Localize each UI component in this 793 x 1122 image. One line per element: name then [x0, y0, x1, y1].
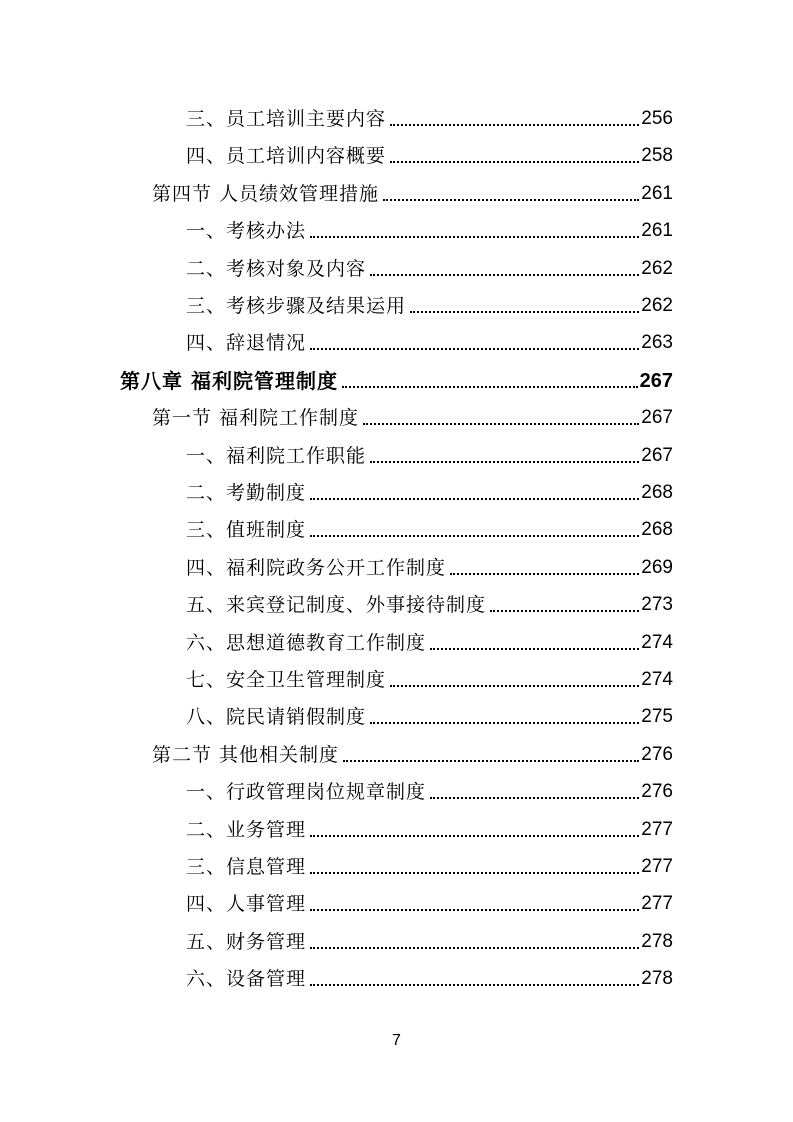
toc-entry-page: 267 — [639, 369, 673, 392]
toc-entry-page: 262 — [641, 257, 673, 279]
toc-item-entry[interactable] — [186, 586, 673, 616]
toc-entry-page: 268 — [641, 519, 673, 541]
toc-entry-label: 一、福利院工作职能 — [186, 444, 367, 467]
toc-item-entry[interactable] — [186, 661, 673, 691]
toc-entry-label: 五、来宾登记制度、外事接待制度 — [186, 594, 487, 617]
toc-section-entry[interactable] — [152, 175, 673, 205]
page-number: 7 — [392, 1032, 401, 1049]
toc-entry-page: 277 — [641, 818, 673, 840]
toc-dot-leader — [450, 573, 639, 575]
toc-item-entry[interactable] — [186, 511, 673, 541]
toc-item-entry[interactable] — [186, 848, 673, 878]
toc-entry-label: 第一节 福利院工作制度 — [152, 407, 360, 430]
toc-item-entry[interactable] — [186, 324, 673, 354]
toc-item-entry[interactable] — [186, 100, 673, 130]
toc-dot-leader — [310, 835, 639, 837]
toc-entry-label: 六、思想道德教育工作制度 — [186, 631, 427, 654]
toc-entry-label: 四、人事管理 — [186, 893, 307, 916]
toc-item-entry[interactable] — [186, 773, 673, 803]
toc-entry-label: 六、设备管理 — [186, 968, 307, 991]
toc-item-entry[interactable] — [186, 137, 673, 167]
toc-entry-page: 277 — [641, 893, 673, 915]
toc-entry-page: 261 — [641, 182, 673, 204]
toc-entry-label: 第二节 其他相关制度 — [152, 743, 340, 766]
toc-entry-label: 二、考勤制度 — [186, 482, 307, 504]
toc-item-entry[interactable] — [186, 624, 673, 654]
toc-item-entry[interactable] — [186, 474, 673, 504]
toc-entry-page: 263 — [641, 332, 673, 354]
toc-dot-leader — [310, 236, 639, 238]
toc-item-entry[interactable] — [186, 885, 673, 915]
toc-dot-leader — [370, 722, 639, 724]
toc-entry-page: 278 — [641, 968, 673, 990]
toc-dot-leader — [430, 648, 639, 650]
toc-dot-leader — [490, 610, 639, 612]
toc-entry-page: 267 — [641, 444, 673, 466]
toc-dot-leader — [310, 984, 639, 986]
toc-entry-page: 269 — [641, 556, 673, 578]
toc-section-entry[interactable] — [152, 399, 673, 429]
toc-dot-leader — [370, 274, 639, 276]
toc-dot-leader — [383, 199, 639, 201]
toc-item-entry[interactable] — [186, 698, 673, 728]
toc-entry-label: 二、考核对象及内容 — [186, 257, 367, 280]
toc-dot-leader — [310, 872, 639, 874]
toc-entry-label: 第八章 福利院管理制度 — [120, 368, 338, 393]
toc-entry-label: 五、财务管理 — [186, 930, 307, 953]
toc-dot-leader — [342, 386, 638, 388]
toc-entry-label: 三、信息管理 — [186, 856, 307, 878]
toc-dot-leader — [310, 535, 639, 537]
toc-chapter-entry[interactable] — [120, 362, 673, 392]
toc-entry-label: 八、院民请销假制度 — [186, 706, 367, 729]
toc-item-entry[interactable] — [186, 960, 673, 990]
toc-entry-page: 278 — [641, 930, 673, 952]
toc-entry-label: 四、员工培训内容概要 — [186, 145, 387, 168]
toc-item-entry[interactable] — [186, 437, 673, 467]
toc-item-entry[interactable] — [186, 549, 673, 579]
toc-item-entry[interactable] — [186, 212, 673, 242]
toc-entry-page: 273 — [641, 594, 673, 616]
toc-item-entry[interactable] — [186, 250, 673, 280]
toc-entry-label: 四、辞退情况 — [186, 332, 307, 355]
toc-entry-label: 七、安全卫生管理制度 — [186, 669, 387, 691]
toc-entry-label: 三、考核步骤及结果运用 — [186, 295, 407, 317]
toc-dot-leader — [390, 161, 639, 163]
toc-entry-page: 258 — [641, 145, 673, 167]
toc-dot-leader — [430, 797, 639, 799]
toc-dot-leader — [343, 760, 639, 762]
toc-dot-leader — [410, 311, 639, 313]
toc-entry-label: 二、业务管理 — [186, 818, 307, 841]
toc-entry-label: 三、员工培训主要内容 — [186, 108, 387, 130]
toc-dot-leader — [310, 947, 639, 949]
toc-entry-label: 一、考核办法 — [186, 220, 307, 243]
toc-dot-leader — [370, 461, 639, 463]
toc-entry-label: 三、值班制度 — [186, 519, 307, 542]
toc-entry-page: 256 — [641, 108, 673, 129]
toc-section-entry[interactable] — [152, 736, 673, 766]
toc-entry-page: 261 — [641, 220, 673, 242]
toc-dot-leader — [390, 124, 639, 126]
toc-entry-label: 第四节 人员绩效管理措施 — [152, 182, 380, 205]
toc-dot-leader — [363, 423, 639, 425]
toc-entry-page: 274 — [641, 631, 673, 653]
toc-item-entry[interactable] — [186, 811, 673, 841]
toc-entry-page: 276 — [641, 781, 673, 803]
toc-item-entry[interactable] — [186, 287, 673, 317]
toc-item-entry[interactable] — [186, 923, 673, 953]
toc-dot-leader — [310, 909, 639, 911]
toc-entry-page: 274 — [641, 669, 673, 690]
toc-entry-page: 277 — [641, 856, 673, 877]
toc-entry-page: 262 — [641, 295, 673, 316]
toc-entry-label: 四、福利院政务公开工作制度 — [186, 556, 447, 579]
toc-dot-leader — [310, 498, 639, 500]
toc-dot-leader — [310, 348, 639, 350]
toc-entry-page: 267 — [641, 407, 673, 429]
toc-dot-leader — [390, 685, 639, 687]
toc-entry-page: 268 — [641, 482, 673, 503]
toc-entry-label: 一、行政管理岗位规章制度 — [186, 781, 427, 804]
toc-entry-page: 275 — [641, 706, 673, 728]
toc-entry-page: 276 — [641, 743, 673, 765]
